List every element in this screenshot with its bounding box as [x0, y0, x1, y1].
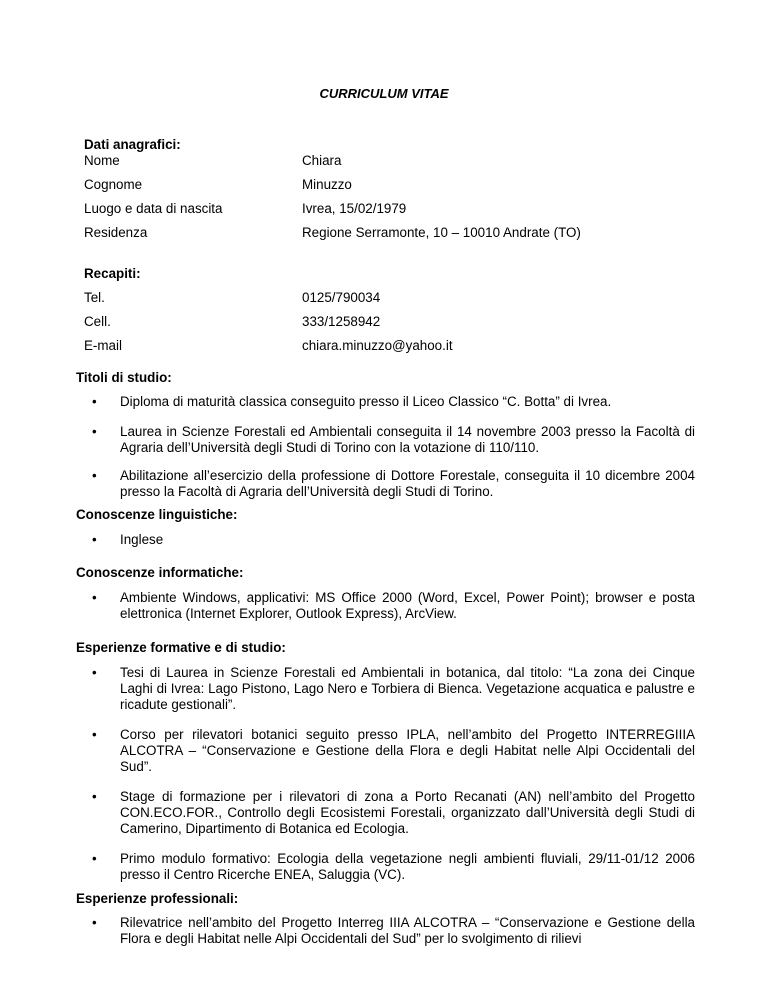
bullet-icon: •	[92, 394, 97, 409]
section-heading-titoli: Titoli di studio:	[76, 370, 172, 385]
field-value: Regione Serramonte, 10 – 10010 Andrate (TO)	[302, 225, 581, 240]
email-value: chiara.minuzzo@yahoo.it	[302, 338, 453, 353]
section-heading-recapiti: Recapiti:	[84, 266, 141, 281]
section-heading-anagrafici: Dati anagrafici:	[84, 137, 181, 152]
anagrafici-row	[84, 201, 704, 219]
anagrafici-row	[84, 225, 704, 243]
field-label: Nome	[84, 153, 120, 168]
bullet-icon: •	[92, 789, 97, 804]
list-item-text: Primo modulo formativo: Ecologia della vegetazione negli ambienti fluviali, 29/11-01/12 2006 presso il Centro Ricerche ENEA, Saluggia (VC).	[120, 851, 695, 882]
list-item-text: Stage di formazione per i rilevatori di zona a Porto Recanati (AN) nell’ambito del Progetto CON.ECO.FOR., Controllo degli Ecosistemi Forestali, organizzato dall’Università degli Studi di Camerino, Dipartimento di Botanica ed Ecologia.	[120, 789, 695, 836]
list-item-text: Ambiente Windows, applicativi: MS Office 2000 (Word, Excel, Power Point); browser e posta elettronica (Internet Explorer, Outlook Express), ArcView.	[120, 590, 695, 621]
field-label: E-mail	[84, 338, 122, 353]
bullet-icon: •	[92, 590, 97, 605]
list-item-text: Abilitazione all’esercizio della professione di Dottore Forestale, conseguita il 10 dicembre 2004 presso la Facoltà di Agraria dell’Università degli Studi di Torino.	[120, 468, 695, 499]
section-heading-professionali: Esperienze professionali:	[76, 891, 239, 906]
bullet-icon: •	[92, 532, 97, 547]
bullet-icon: •	[92, 915, 97, 930]
section-heading-informatiche: Conoscenze informatiche:	[76, 565, 244, 580]
field-label: Cognome	[84, 177, 143, 192]
anagrafici-row	[84, 177, 704, 195]
field-label: Residenza	[84, 225, 148, 240]
field-label: Tel.	[84, 290, 105, 305]
list-item-text: Inglese	[120, 532, 164, 547]
document-title: CURRICULUM VITAE	[319, 86, 449, 101]
field-label: Luogo e data di nascita	[84, 201, 223, 216]
section-heading-formative: Esperienze formative e di studio:	[76, 640, 286, 655]
field-value: 0125/790034	[302, 290, 381, 305]
field-value: Chiara	[302, 153, 342, 168]
bullet-icon: •	[92, 727, 97, 742]
list-item-text: Tesi di Laurea in Scienze Forestali ed Ambientali in botanica, dal titolo: “La zona dei Cinque Laghi di Ivrea: Lago Pistono, Lago Nero e Torbiera di Bienca. Vegetazione acquatica e palustre e ricadute gestionali”.	[120, 665, 695, 712]
bullet-icon: •	[92, 424, 97, 439]
field-value: Minuzzo	[302, 177, 352, 192]
list-item-text: Corso per rilevatori botanici seguito presso IPLA, nell’ambito del Progetto INTERREGIIIA ALCOTRA – “Conservazione e Gestione della Flora e degli Habitat nelle Alpi Occidentali del Sud”.	[120, 727, 695, 774]
recapiti-row	[84, 338, 704, 356]
field-label: Cell.	[84, 314, 111, 329]
recapiti-row	[84, 314, 704, 332]
recapiti-row	[84, 290, 704, 308]
list-item-text: Laurea in Scienze Forestali ed Ambientali conseguita il 14 novembre 2003 presso la Facoltà di Agraria dell’Università degli Studi di Torino con la votazione di 110/110.	[120, 424, 695, 455]
anagrafici-row	[84, 153, 704, 171]
bullet-icon: •	[92, 665, 97, 680]
section-heading-linguistiche: Conoscenze linguistiche:	[76, 507, 238, 522]
list-item-text: Rilevatrice nell’ambito del Progetto Interreg IIIA ALCOTRA – “Conservazione e Gestione della Flora e degli Habitat nelle Alpi Occidentali del Sud” per lo svolgimento di rilievi	[120, 915, 695, 946]
list-item-text: Diploma di maturità classica conseguito presso il Liceo Classico “C. Botta” di Ivrea.	[120, 394, 612, 409]
bullet-icon: •	[92, 851, 97, 866]
field-value: Ivrea, 15/02/1979	[302, 201, 407, 216]
field-value: 333/1258942	[302, 314, 381, 329]
bullet-icon: •	[92, 468, 97, 483]
